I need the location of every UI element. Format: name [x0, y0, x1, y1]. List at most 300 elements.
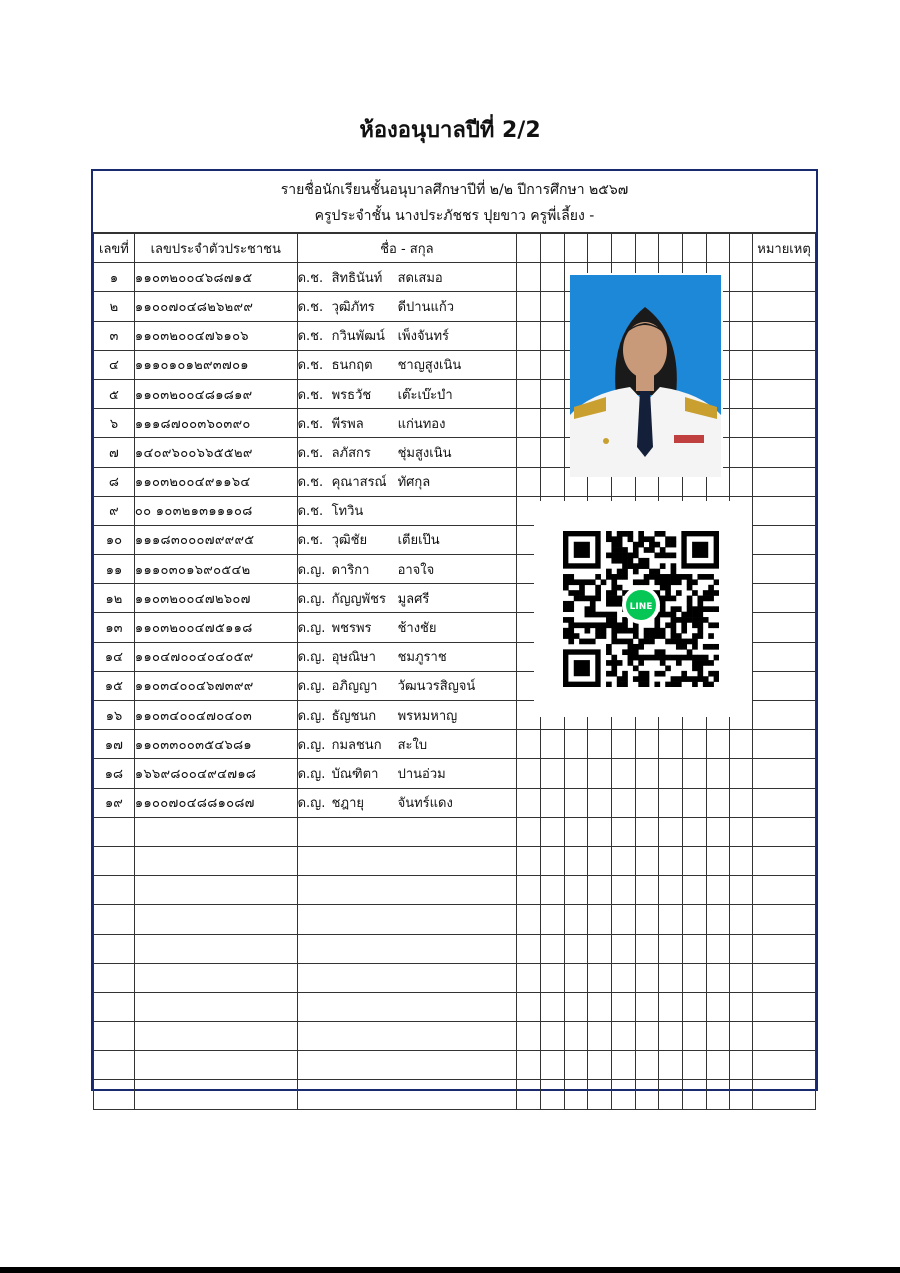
student-name	[297, 992, 517, 1021]
check-cell	[635, 846, 659, 875]
check-cell	[706, 934, 730, 963]
check-cell	[706, 759, 730, 788]
check-cell	[564, 1080, 588, 1109]
check-cell	[659, 1051, 683, 1080]
student-id: ๑๑๐๐๗๐๔๘๘๑๐๘๗	[134, 788, 297, 817]
check-cell	[611, 759, 635, 788]
student-number: ๑๑	[94, 555, 135, 584]
remark-cell	[753, 992, 816, 1021]
check-cell	[706, 905, 730, 934]
check-cell	[730, 846, 753, 875]
col-header-check	[706, 234, 730, 263]
check-cell	[517, 467, 541, 496]
first-name: พีรพล	[331, 416, 364, 432]
check-cell	[564, 846, 588, 875]
col-header-check	[540, 234, 564, 263]
student-name	[297, 263, 517, 292]
name-prefix: ด.ช.	[297, 445, 324, 461]
student-id	[134, 846, 297, 875]
check-cell	[730, 788, 753, 817]
col-header-no: เลขที่	[94, 234, 135, 263]
first-name: อภิญญา	[331, 679, 378, 695]
last-name: เต๊ะเบ๊ะบำ	[397, 387, 453, 403]
check-cell	[682, 905, 706, 934]
check-cell	[517, 963, 541, 992]
table-row	[94, 1051, 816, 1080]
table-row	[94, 876, 816, 905]
remark-cell	[753, 350, 816, 379]
check-cell	[517, 759, 541, 788]
check-cell	[611, 992, 635, 1021]
student-name	[297, 292, 517, 321]
bottom-bar	[0, 1267, 900, 1273]
student-id	[134, 1080, 297, 1109]
remark-cell	[753, 379, 816, 408]
check-cell	[730, 438, 753, 467]
table-row	[94, 1022, 816, 1051]
first-name: วุฒิชัย	[331, 533, 368, 549]
student-number: ๔	[94, 350, 135, 379]
remark-cell	[753, 1080, 816, 1109]
student-number: ๘	[94, 467, 135, 496]
check-cell	[517, 350, 541, 379]
check-cell	[706, 963, 730, 992]
table-row	[94, 759, 816, 788]
check-cell	[635, 905, 659, 934]
check-cell	[517, 905, 541, 934]
check-cell	[730, 963, 753, 992]
teacher-photo	[570, 275, 721, 477]
check-cell	[635, 992, 659, 1021]
check-cell	[564, 963, 588, 992]
student-number: ๗	[94, 438, 135, 467]
line-qr-code[interactable]	[563, 531, 719, 687]
student-name	[297, 438, 517, 467]
col-header-name: ชื่อ - สกุล	[297, 234, 517, 263]
name-prefix: ด.ญ.	[297, 679, 326, 695]
check-cell	[706, 1022, 730, 1051]
student-number	[94, 846, 135, 875]
student-number: ๑๖	[94, 701, 135, 730]
check-cell	[588, 730, 612, 759]
check-cell	[706, 992, 730, 1021]
check-cell	[564, 730, 588, 759]
check-cell	[635, 934, 659, 963]
student-name	[297, 934, 517, 963]
first-name: กัญญพัชร	[331, 591, 386, 607]
student-name	[297, 525, 517, 554]
check-cell	[682, 1022, 706, 1051]
check-cell	[611, 905, 635, 934]
check-cell	[517, 409, 541, 438]
table-row	[94, 788, 816, 817]
student-id: ๑๑๐๓๓๐๐๓๕๔๖๘๑	[134, 730, 297, 759]
check-cell	[540, 409, 564, 438]
check-cell	[564, 759, 588, 788]
col-header-check	[517, 234, 541, 263]
check-cell	[706, 876, 730, 905]
last-name: ทัศกุล	[397, 475, 431, 491]
teacher-line: ครูประจำชั้น นางประภัชชร ปุยขาว ครูพี่เลี้ยง -	[314, 208, 595, 224]
student-name	[297, 817, 517, 846]
student-name	[297, 759, 517, 788]
student-name	[297, 963, 517, 992]
last-name: ช้างชัย	[397, 621, 437, 637]
check-cell	[682, 1080, 706, 1109]
check-cell	[540, 438, 564, 467]
student-id: ๑๑๐๓๒๐๐๔๗๖๑๐๖	[134, 321, 297, 350]
student-name	[297, 788, 517, 817]
check-cell	[517, 1051, 541, 1080]
check-cell	[659, 876, 683, 905]
student-id: ๑๑๐๓๔๐๐๔๗๐๔๐๓	[134, 701, 297, 730]
check-cell	[540, 1022, 564, 1051]
remark-cell	[753, 788, 816, 817]
last-name: ดีปานแก้ว	[397, 299, 455, 315]
check-cell	[540, 817, 564, 846]
student-name	[297, 701, 517, 730]
check-cell	[517, 730, 541, 759]
check-cell	[730, 379, 753, 408]
student-number	[94, 992, 135, 1021]
check-cell	[588, 876, 612, 905]
check-cell	[706, 846, 730, 875]
last-name: ชุ่มสูงเนิน	[397, 445, 452, 461]
student-id: ๑๖๖๙๘๐๐๔๙๔๗๑๘	[134, 759, 297, 788]
remark-cell	[753, 701, 816, 730]
check-cell	[659, 788, 683, 817]
table-row	[94, 1080, 816, 1109]
student-id	[134, 934, 297, 963]
student-number	[94, 934, 135, 963]
student-number: ๑๔	[94, 642, 135, 671]
check-cell	[706, 817, 730, 846]
student-id	[134, 1051, 297, 1080]
check-cell	[730, 409, 753, 438]
name-prefix: ด.ญ.	[297, 796, 326, 812]
last-name: วัฒนวรสิญจน์	[397, 679, 476, 695]
student-name	[297, 379, 517, 408]
remark-cell	[753, 467, 816, 496]
check-cell	[588, 992, 612, 1021]
check-cell	[517, 934, 541, 963]
student-id: ๑๑๐๐๗๐๔๘๒๖๒๙๙	[134, 292, 297, 321]
table-row	[94, 963, 816, 992]
check-cell	[730, 992, 753, 1021]
check-cell	[635, 788, 659, 817]
check-cell	[706, 1051, 730, 1080]
student-number: ๑๙	[94, 788, 135, 817]
check-cell	[588, 1051, 612, 1080]
remark-cell	[753, 321, 816, 350]
check-cell	[682, 876, 706, 905]
student-id	[134, 876, 297, 905]
student-id: ๑๑๐๓๒๐๐๔๗๕๑๑๘	[134, 613, 297, 642]
check-cell	[682, 934, 706, 963]
check-cell	[635, 1051, 659, 1080]
check-cell	[517, 438, 541, 467]
remark-cell	[753, 905, 816, 934]
student-number	[94, 905, 135, 934]
student-name	[297, 584, 517, 613]
table-header-row	[94, 234, 816, 263]
student-id: ๑๑๑๐๓๐๑๖๙๐๕๔๒	[134, 555, 297, 584]
check-cell	[730, 876, 753, 905]
check-cell	[682, 1051, 706, 1080]
first-name: สิทธินันท์	[331, 270, 383, 286]
check-cell	[611, 788, 635, 817]
check-cell	[611, 1051, 635, 1080]
name-prefix: ด.ญ.	[297, 591, 326, 607]
first-name: วุฒิภัทร	[331, 299, 375, 315]
check-cell	[730, 730, 753, 759]
check-cell	[682, 963, 706, 992]
roster-frame	[91, 169, 818, 1091]
check-cell	[540, 759, 564, 788]
check-cell	[659, 846, 683, 875]
check-cell	[588, 905, 612, 934]
check-cell	[659, 905, 683, 934]
remark-cell	[753, 1022, 816, 1051]
check-cell	[611, 817, 635, 846]
check-cell	[540, 263, 564, 292]
name-prefix: ด.ช.	[297, 504, 324, 520]
check-cell	[540, 788, 564, 817]
check-cell	[540, 321, 564, 350]
student-number	[94, 1051, 135, 1080]
student-name	[297, 321, 517, 350]
last-name: พรหมหาญ	[397, 708, 458, 724]
check-cell	[730, 759, 753, 788]
check-cell	[540, 1051, 564, 1080]
check-cell	[564, 1051, 588, 1080]
check-cell	[540, 730, 564, 759]
student-number: ๑	[94, 263, 135, 292]
remark-cell	[753, 817, 816, 846]
student-id	[134, 992, 297, 1021]
check-cell	[730, 1051, 753, 1080]
check-cell	[564, 992, 588, 1021]
remark-cell	[753, 1051, 816, 1080]
last-name: อาจใจ	[397, 562, 435, 578]
check-cell	[706, 730, 730, 759]
check-cell	[635, 759, 659, 788]
check-cell	[611, 1080, 635, 1109]
check-cell	[588, 846, 612, 875]
line-logo-label: LINE	[629, 602, 653, 612]
table-row	[94, 730, 816, 759]
student-name	[297, 467, 517, 496]
first-name: อุษณิษา	[331, 650, 376, 666]
roster-header	[93, 171, 816, 233]
student-id: ๑๑๑๘๗๐๐๓๖๐๓๙๐	[134, 409, 297, 438]
check-cell	[588, 1022, 612, 1051]
name-prefix: ด.ญ.	[297, 737, 326, 753]
check-cell	[564, 1022, 588, 1051]
student-name	[297, 613, 517, 642]
first-name: พรธวัช	[331, 387, 372, 403]
student-number: ๑๐	[94, 525, 135, 554]
student-name	[297, 1080, 517, 1109]
name-prefix: ด.ญ.	[297, 562, 326, 578]
last-name: มูลศรี	[397, 591, 430, 607]
check-cell	[611, 934, 635, 963]
check-cell	[540, 934, 564, 963]
last-name: จันทร์แดง	[397, 796, 453, 812]
name-prefix: ด.ช.	[297, 416, 324, 432]
col-header-check	[659, 234, 683, 263]
first-name: กวินพัฒน์	[331, 329, 385, 345]
student-name	[297, 846, 517, 875]
check-cell	[540, 846, 564, 875]
name-prefix: ด.ญ.	[297, 650, 326, 666]
check-cell	[706, 1080, 730, 1109]
last-name: แก่นทอง	[397, 416, 446, 432]
check-cell	[517, 846, 541, 875]
student-id: ๑๔๐๙๖๐๐๖๖๕๕๒๙	[134, 438, 297, 467]
check-cell	[517, 817, 541, 846]
last-name: ชมภูราช	[397, 650, 447, 666]
check-cell	[682, 846, 706, 875]
student-id	[134, 905, 297, 934]
student-id	[134, 963, 297, 992]
check-cell	[611, 876, 635, 905]
check-cell	[517, 292, 541, 321]
check-cell	[659, 1022, 683, 1051]
col-header-id: เลขประจำตัวประชาชน	[134, 234, 297, 263]
check-cell	[635, 1080, 659, 1109]
student-name	[297, 730, 517, 759]
remark-cell	[753, 671, 816, 700]
student-number	[94, 1022, 135, 1051]
check-cell	[682, 788, 706, 817]
remark-cell	[753, 409, 816, 438]
student-name	[297, 350, 517, 379]
remark-cell	[753, 613, 816, 642]
check-cell	[588, 788, 612, 817]
check-cell	[682, 817, 706, 846]
name-prefix: ด.ช.	[297, 299, 324, 315]
check-cell	[730, 292, 753, 321]
first-name: ธัญชนก	[331, 708, 377, 724]
remark-cell	[753, 584, 816, 613]
table-row	[94, 992, 816, 1021]
check-cell	[564, 876, 588, 905]
check-cell	[517, 321, 541, 350]
check-cell	[659, 730, 683, 759]
check-cell	[730, 350, 753, 379]
check-cell	[540, 963, 564, 992]
col-header-remark: หมายเหตุ	[753, 234, 816, 263]
student-number	[94, 1080, 135, 1109]
student-name	[297, 1022, 517, 1051]
student-number: ๑๓	[94, 613, 135, 642]
name-prefix: ด.ช.	[297, 533, 324, 549]
student-id: ๑๑๑๐๑๐๑๒๙๓๗๐๑	[134, 350, 297, 379]
student-number: ๓	[94, 321, 135, 350]
student-name	[297, 409, 517, 438]
first-name: ชฎายุ	[331, 796, 365, 812]
last-name: เพ็งจันทร์	[397, 329, 449, 345]
check-cell	[730, 263, 753, 292]
remark-cell	[753, 876, 816, 905]
student-name	[297, 496, 517, 525]
student-name	[297, 671, 517, 700]
check-cell	[517, 992, 541, 1021]
first-name: ธนกฤต	[331, 358, 373, 374]
check-cell	[564, 905, 588, 934]
col-header-check	[588, 234, 612, 263]
remark-cell	[753, 438, 816, 467]
first-name: พชรพร	[331, 621, 372, 637]
remark-cell	[753, 555, 816, 584]
check-cell	[517, 263, 541, 292]
student-id: ๑๑๑๘๓๐๐๐๗๙๙๙๕	[134, 525, 297, 554]
col-header-check	[682, 234, 706, 263]
student-id: ๑๑๐๔๗๐๐๔๐๔๐๕๙	[134, 642, 297, 671]
check-cell	[588, 1080, 612, 1109]
check-cell	[588, 963, 612, 992]
remark-cell	[753, 263, 816, 292]
check-cell	[540, 292, 564, 321]
check-cell	[611, 846, 635, 875]
check-cell	[635, 876, 659, 905]
student-id	[134, 817, 297, 846]
student-number: ๕	[94, 379, 135, 408]
check-cell	[540, 467, 564, 496]
check-cell	[540, 905, 564, 934]
check-cell	[517, 1022, 541, 1051]
check-cell	[540, 876, 564, 905]
last-name: เตียเป๊น	[397, 533, 440, 549]
last-name: ชาญสูงเนิน	[397, 358, 462, 374]
student-id: ๑๑๐๓๒๐๐๔๗๒๖๐๗	[134, 584, 297, 613]
check-cell	[540, 1080, 564, 1109]
check-cell	[730, 467, 753, 496]
check-cell	[659, 759, 683, 788]
table-row	[94, 846, 816, 875]
remark-cell	[753, 963, 816, 992]
check-cell	[564, 934, 588, 963]
first-name: ดาริกา	[331, 562, 370, 578]
student-id: ๑๑๐๓๒๐๐๔๙๑๑๖๔	[134, 467, 297, 496]
remark-cell	[753, 846, 816, 875]
check-cell	[682, 992, 706, 1021]
last-name: ปานอ่วม	[397, 766, 446, 782]
student-number: ๖	[94, 409, 135, 438]
student-number: ๙	[94, 496, 135, 525]
student-id: ๑๑๐๓๒๐๐๔๘๑๘๑๙	[134, 379, 297, 408]
student-name	[297, 555, 517, 584]
student-id	[134, 1022, 297, 1051]
first-name: คุณาสรณ์	[331, 475, 387, 491]
student-number	[94, 963, 135, 992]
check-cell	[517, 379, 541, 408]
check-cell	[588, 759, 612, 788]
student-number: ๒	[94, 292, 135, 321]
check-cell	[730, 817, 753, 846]
check-cell	[635, 817, 659, 846]
remark-cell	[753, 934, 816, 963]
first-name: กมลชนก	[331, 737, 382, 753]
check-cell	[659, 934, 683, 963]
check-cell	[659, 963, 683, 992]
check-cell	[730, 321, 753, 350]
student-name	[297, 905, 517, 934]
check-cell	[659, 992, 683, 1021]
remark-cell	[753, 525, 816, 554]
name-prefix: ด.ญ.	[297, 766, 326, 782]
